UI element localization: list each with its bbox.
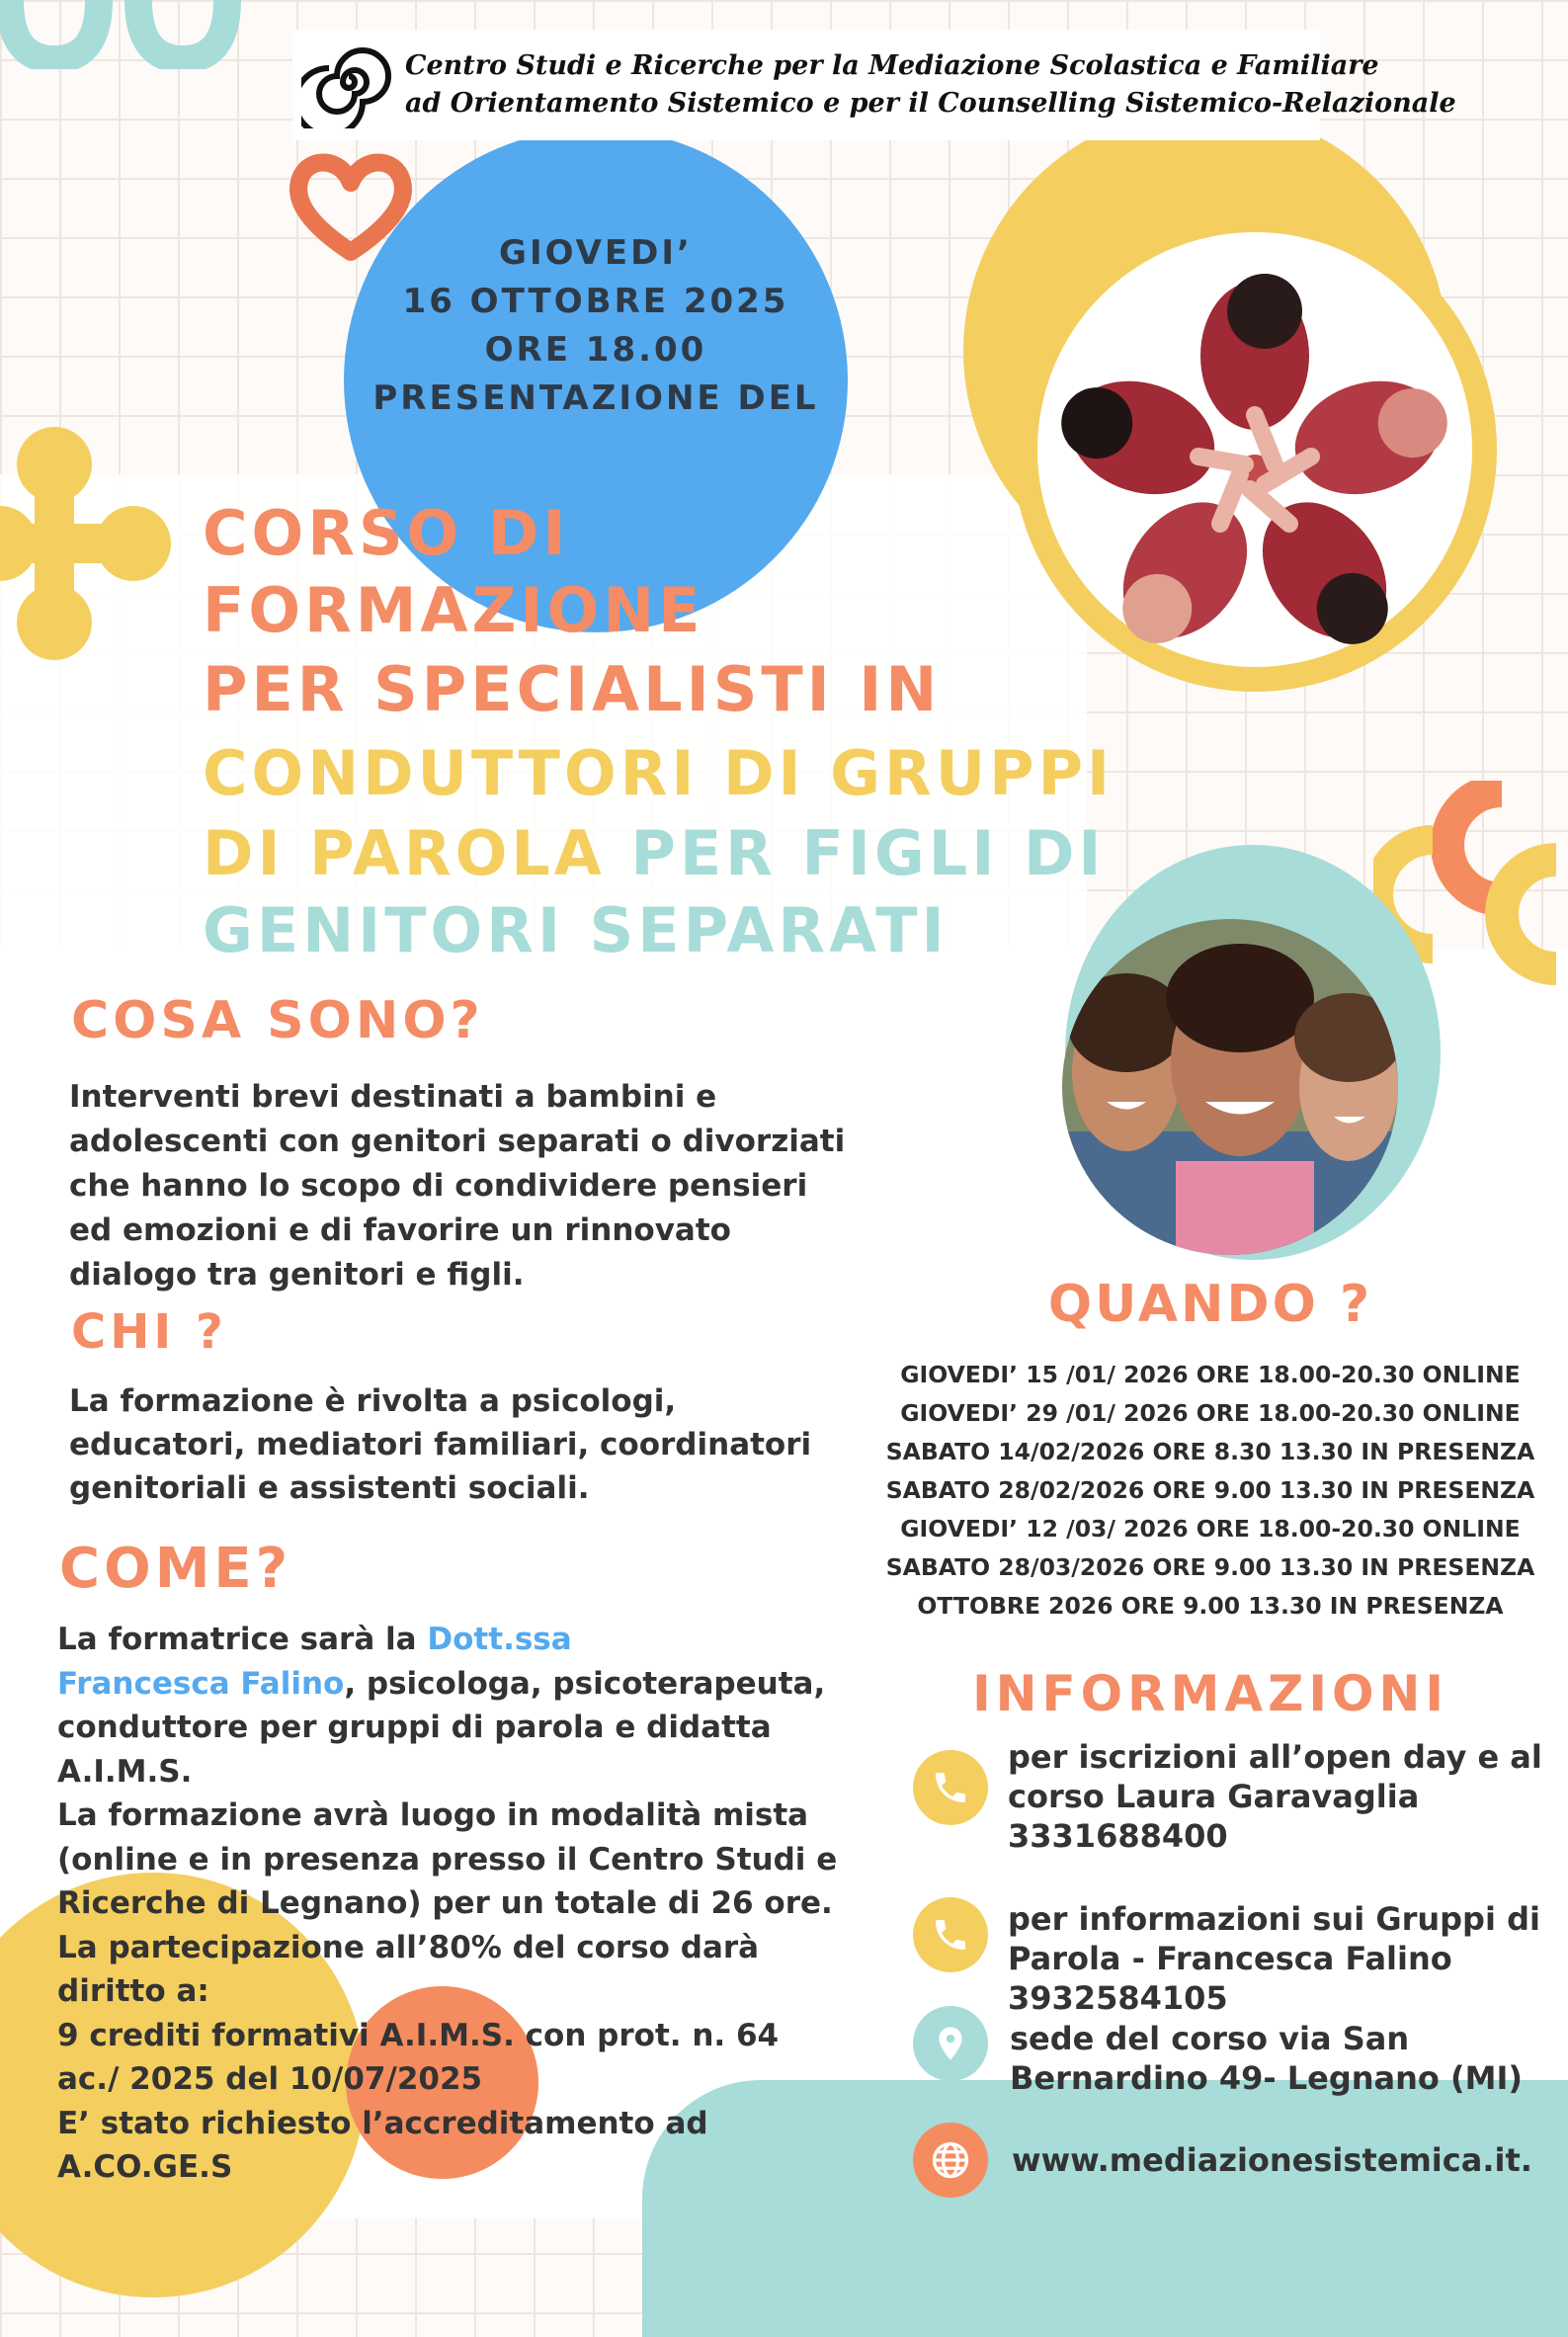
schedule-list [860,1356,1561,1626]
date-line: ORE 18.00 [484,330,707,370]
cosa-description: Interventi brevi destinati a bambini e adolescenti con genitori separati o divorziati che hanno lo scopo di condividere pensieri ed emozioni e di favorire un rinnovato dialogo tra genitori e figli. [69,1079,846,1293]
yellow-connector-decoration [0,425,178,662]
trainer-name: Dott.ssa [427,1622,572,1657]
info-groups: per informazioni sui Gruppi di Parola - Francesca Falino 3932584105 [1008,1900,1540,2017]
schedule-date: SABATO 28/03/2026 ORE 9.00 13.30 IN PRESENZA [885,1553,1535,1581]
course-title-line: CORSO DI [203,497,570,569]
schedule-date: GIOVEDI’ 15 /01/ 2026 ORE 18.00-20.30 ONLINE [900,1361,1521,1388]
date-line: PRESENTAZIONE DEL [372,378,819,418]
trainer-name: Francesca Falino [57,1665,345,1702]
schedule-date: GIOVEDI’ 29 /01/ 2026 ORE 18.00-20.30 ONLINE [900,1399,1521,1427]
section-heading-come: COME? [59,1537,292,1601]
course-title-line: CONDUTTORI DI GRUPPI [203,737,1114,809]
schedule-date: GIOVEDI’ 12 /03/ 2026 ORE 18.00-20.30 ONLINE [900,1515,1521,1543]
come-description: La formatrice sarà la Dott.ssa Francesca Falino, psicologa, psicoterapeuta, conduttore per gruppi di parola e didatta A.I.M.S. La formazione avrà luogo in modalità mista (online e in presenza presso il Centro Studi e Ricerche di Legnano) per un totale di 26 ore. La partecipazione all’80% del corso darà diritto a: 9 crediti formativi A.I.M.S. con prot. n. 64 ac./ 2025 del 10/07/2025 E’ stato richiesto l’accreditamento ad A.CO.GE.S [57,1622,838,2185]
children-photo [1057,914,1403,1260]
phone-icon [913,1897,988,1972]
chi-description: La formazione è rivolta a psicologi, educatori, mediatori familiari, coordinatori genitoriali e assistenti sociali. [69,1383,812,1506]
teal-arches-decoration [0,0,277,69]
phone-icon [913,1750,988,1825]
course-title-line: FORMAZIONE [203,574,704,646]
date-line: 16 OTTOBRE 2025 [402,282,789,321]
people-circle-illustration [1047,267,1462,682]
date-line: GIOVEDI’ [499,233,693,273]
schedule-date: SABATO 14/02/2026 ORE 8.30 13.30 IN PRESENZA [885,1438,1535,1465]
info-registration: per iscrizioni all’open day e al corso Laura Garavaglia 3331688400 [1008,1738,1542,1855]
section-heading-cosa: COSA SONO? [71,991,484,1050]
presentation-date [344,229,848,423]
schedule-date: OTTOBRE 2026 ORE 9.00 13.30 IN PRESENZA [917,1592,1504,1620]
course-title-line: DI PAROLA PER FIGLI DI [203,817,1106,889]
info-location: sede del corso via San Bernardino 49- Legnano (MI) [1010,2020,1524,2097]
spiral-logo-icon [301,35,395,128]
course-title-line: GENITORI SEPARATI [203,894,949,966]
section-heading-quando: QUANDO ? [1047,1275,1373,1334]
location-pin-icon [913,2006,988,2081]
globe-icon [913,2123,988,2198]
section-heading-info: INFORMAZIONI [972,1665,1448,1722]
organization-name: Centro Studi e Ricerche per la Mediazione Scolastica e Familiare ad Orientamento Sistemico e per il Counselling Sistemico-Relazionale [405,50,1456,119]
website-link[interactable]: www.mediazionesistemica.it. [1012,2141,1532,2179]
course-title-line: PER SPECIALISTI IN [203,653,942,725]
section-heading-chi: CHI ? [71,1304,227,1360]
schedule-date: SABATO 28/02/2026 ORE 9.00 13.30 IN PRESENZA [885,1476,1535,1504]
